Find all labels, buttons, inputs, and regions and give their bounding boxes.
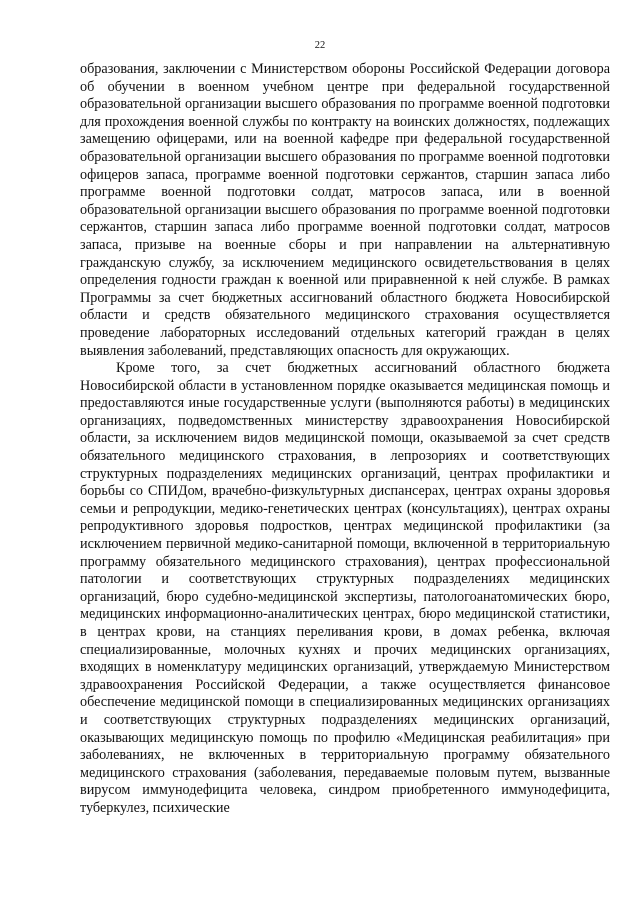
page-number: 22	[314, 40, 326, 51]
document-body	[80, 61, 610, 818]
paragraph-continuation: образования, заключении с Министерством обороны Российской Федерации договора об обучении в военном учебном центре при федеральной государственной образовательной организации высшего образования по программе военной подготовки для прохождения военной службы по контракту на воинских должностях, подлежащих замещению офицерами, или на военной кафедре при федеральной государственной образовательной организации высшего образования по программе военной подготовки офицеров запаса, программе военной подготовки сержантов, старшин запаса либо программе военной подготовки солдат, матросов запаса, или в военной образовательной организации высшего образования по программе военной подготовки сержантов, старшин запаса либо программе военной подготовки солдат, матросов запаса, призыве на военные сборы и при направлении на альтернативную гражданскую службу, за исключением медицинского освидетельствования в целях определения годности граждан к военной или приравненной к ней службе. В рамках Программы за счет бюджетных ассигнований областного бюджета Новосибирской области и средств обязательного медицинского страхования осуществляется проведение лабораторных исследований отдельных категорий граждан в целях выявления заболеваний, представляющих опасность для окружающих.	[80, 61, 610, 359]
paragraph-additional-funding: Кроме того, за счет бюджетных ассигнований областного бюджета Новосибирской области в установленном порядке оказывается медицинская помощь и предоставляются иные государственные услуги (выполняются работы) в медицинских организациях, подведомственных министерству здравоохранения Новосибирской области, за исключением видов медицинской помощи, оказываемой за счет средств обязательного медицинского страхования, в лепрозориях и соответствующих структурных подразделениях медицинских организаций, центрах профилактики и борьбы со СПИДом, врачебно-физкультурных диспансерах, центрах охраны здоровья семьи и репродукции, медико-генетических центрах (консультациях), центрах охраны репродуктивного здоровья подростков, центрах медицинской профилактики (за исключением первичной медико-санитарной помощи, включенной в территориальную программу обязательного медицинского страхования), центрах профессиональной патологии и соответствующих структурных подразделениях медицинских организаций, бюро судебно-медицинской экспертизы, патологоанатомических бюро, медицинских информационно-аналитических центрах, бюро медицинской статистики, в центрах крови, на станциях переливания крови, в домах ребенка, включая специализированные, молочных кухнях и прочих медицинских организациях, входящих в номенклатуру медицинских организаций, утверждаемую Министерством здравоохранения Российской Федерации, а также осуществляется финансовое обеспечение медицинской помощи в специализированных медицинских организациях и соответствующих структурных подразделениях медицинских организаций, оказывающих медицинскую помощь по профилю «Медицинская реабилитация» при заболеваниях, не включенных в территориальную программу обязательного медицинского страхования (заболевания, передаваемые половым путем, вызванные вирусом иммунодефицита человека, синдром приобретенного иммунодефицита, туберкулез, психические	[80, 360, 610, 816]
